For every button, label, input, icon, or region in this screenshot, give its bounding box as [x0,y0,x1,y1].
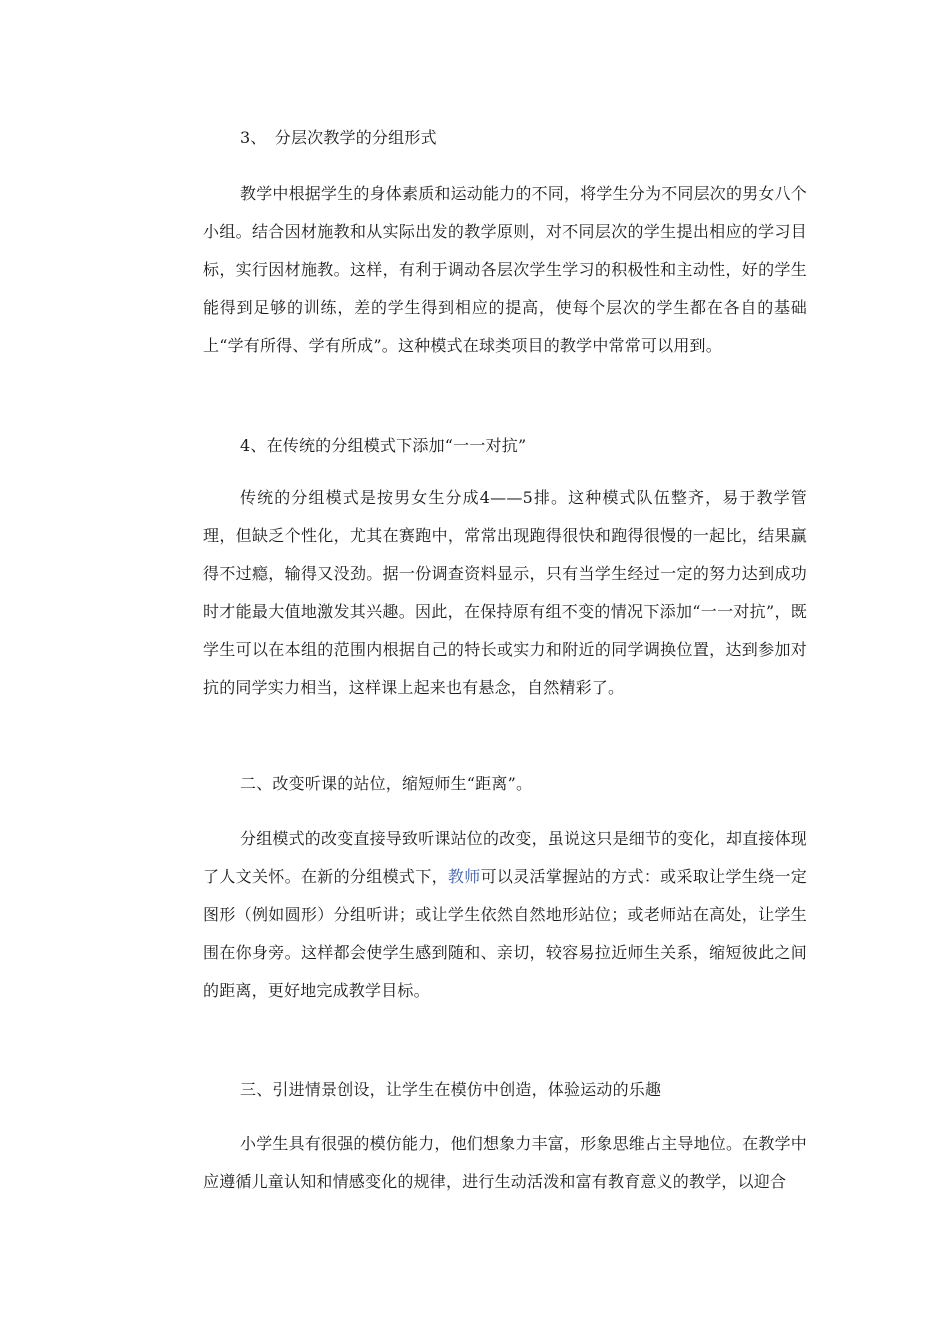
section-two-paragraph [203,820,807,1010]
section-three-heading: 三、引进情景创设，让学生在模仿中创造，体验运动的乐趣 [240,1080,662,1099]
section-three-paragraph: 小学生具有很强的模仿能力，他们想象力丰富，形象思维占主导地位。在教学中应遵循儿童认知和情感变化的规律，进行生动活泼和富有教育意义的教学，以迎合 [203,1134,808,1191]
section-two-heading: 二、改变听课的站位，缩短师生“距离”。 [240,774,533,793]
section-two-accent-text: 教师 [447,867,481,886]
section-3-paragraph: 教学中根据学生的身体素质和运动能力的不同，将学生分为不同层次的男女八个小组。结合因材施教和从实际出发的教学原则，对不同层次的学生提出相应的学习目标，实行因材施教。这样，有利于调动各层次学生学习的积极性和主动性，好的学生能得到足够的训练，差的学生得到相应的提高，使每个层次的学生都在各自的基础上“学有所得、学有所成”。这种模式在球类项目的教学中常常可以用到。 [203,184,808,355]
section-two-text-after: 可以灵活掌握站的方式：或采取让学生绕一定图形（例如圆形）分组听讲；或让学生依然自然地形站位；或老师站在高处，让学生围在你身旁。这样都会使学生感到随和、亲切，较容易拉近师生关系，缩短彼此之间的距离，更好地完成教学目标。 [203,867,807,1000]
section-two-text-before: 分组模式的改变直接导致听课站位的改变，虽说这只是细节的变化，却直接体现了人文关怀。在新的分组模式下， [203,829,808,886]
section-3-heading: 3、 分层次教学的分组形式 [240,128,437,147]
section-4-paragraph: 传统的分组模式是按男女生分成4——5排。这种模式队伍整齐，易于教学管理，但缺乏个性化，尤其在赛跑中，常常出现跑得很快和跑得很慢的一起比，结果赢得不过瘾，输得又没劲。据一份调查资料显示，只有当学生经过一定的努力达到成功时才能最大值地激发其兴趣。因此，在保持原有组不变的情况下添加“一一对抗”，既学生可以在本组的范围内根据自己的特长或实力和附近的同学调换位置，达到参加对抗的同学实力相当，这样课上起来也有悬念，自然精彩了。 [203,488,807,697]
section-4-heading: 4、在传统的分组模式下添加“一一对抗” [240,436,527,455]
